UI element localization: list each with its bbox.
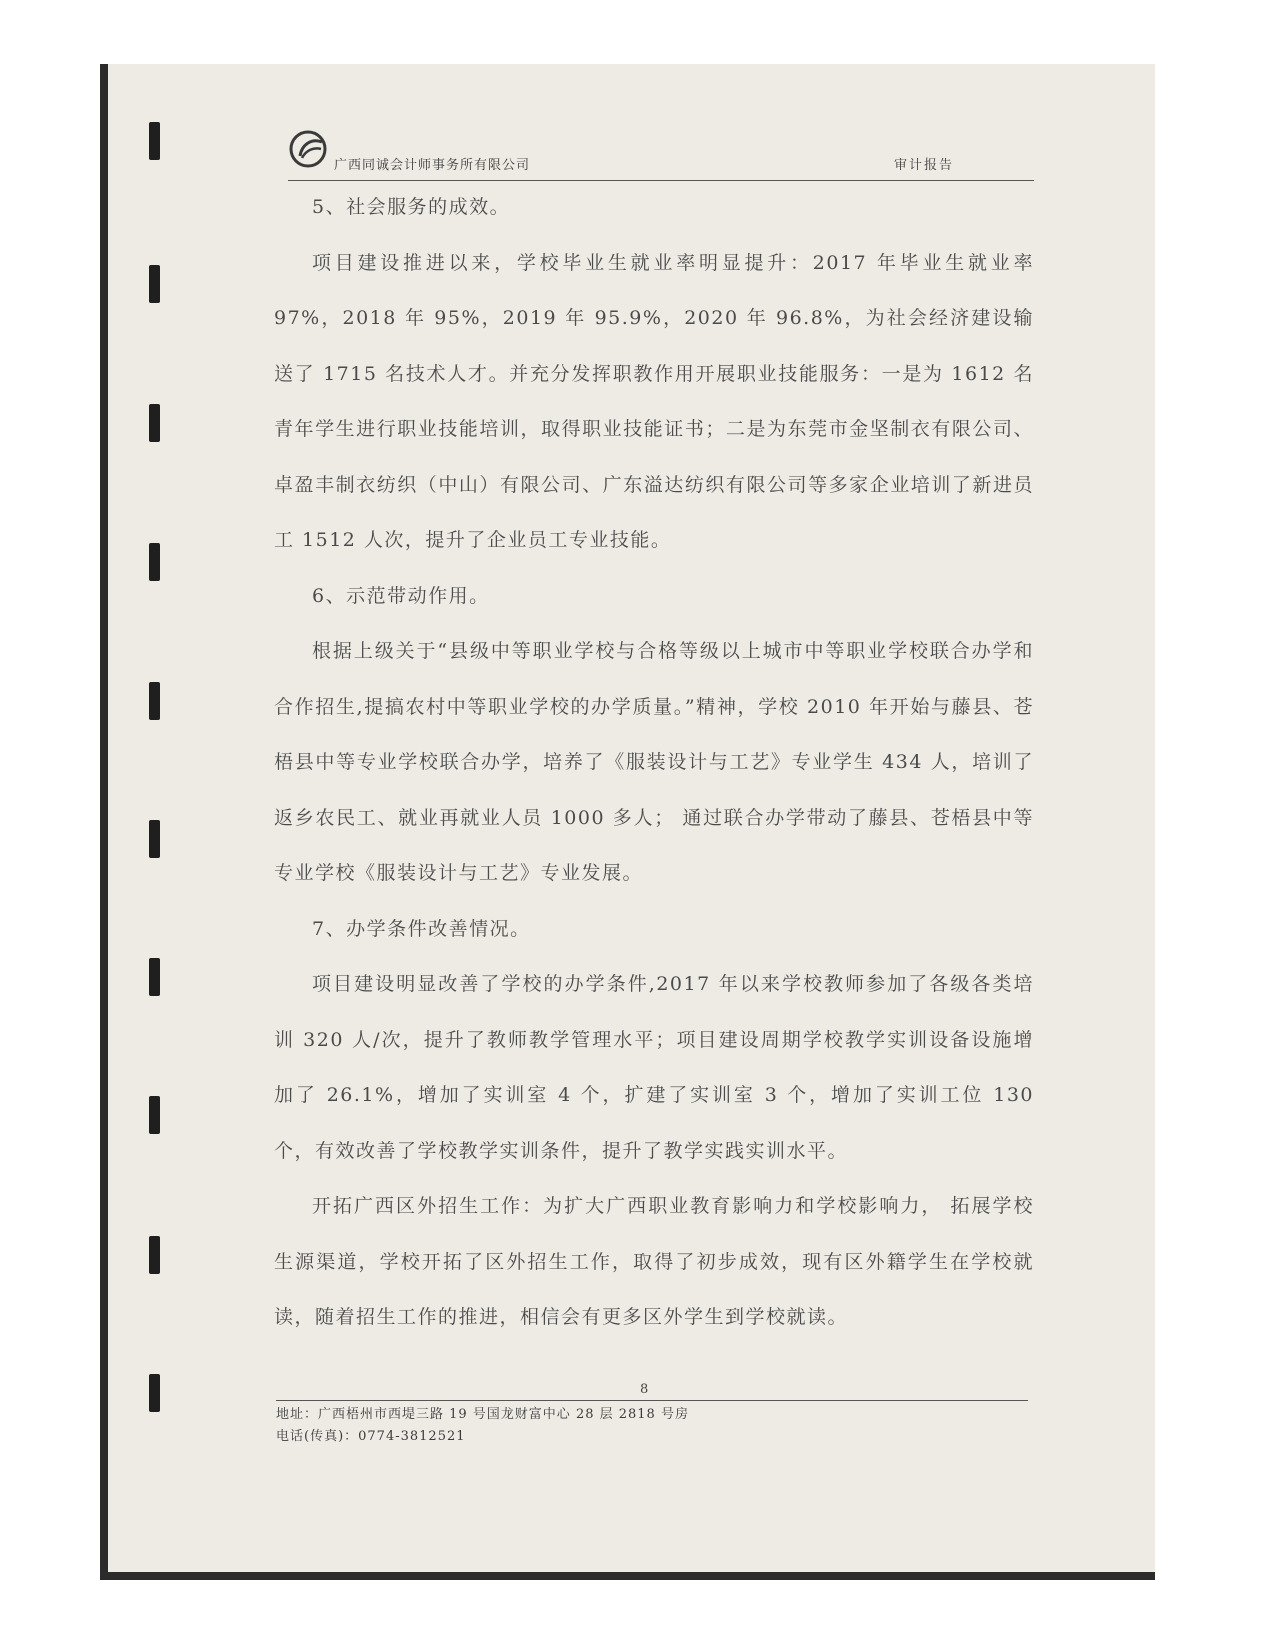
paragraph-enrollment: 开拓广西区外招生工作：为扩大广西职业教育影响力和学校影响力， 拓展学校生源渠道，学校开拓了区外招生工作，取得了初步成效，现有区外籍学生在学校就读，随着招生工作的推进，相信会有更多区外学生到学校就读。 [274, 1195, 1034, 1328]
binding-hole-mark [149, 1374, 160, 1412]
binding-hole-mark [149, 543, 160, 581]
binding-hole-mark [149, 958, 160, 996]
section-heading-social-service: 5、社会服务的成效。 [312, 196, 511, 218]
page-number: 8 [640, 1382, 649, 1397]
body-text [274, 180, 1034, 1346]
binding-hole-mark [149, 265, 160, 303]
binding-hole-mark [149, 1096, 160, 1134]
page-header [288, 128, 1034, 181]
binding-hole-mark [149, 122, 160, 160]
binding-hole-mark [149, 404, 160, 442]
binding-hole-mark [149, 682, 160, 720]
footer-phone: 电话(传真)：0774-3812521 [276, 1429, 466, 1444]
paragraph-conditions: 项目建设明显改善了学校的办学条件,2017 年以来学校教师参加了各级各类培训 320 人/次，提升了教师教学管理水平；项目建设周期学校教学实训设备设施增加了 26.1%，增加了实训室 4 个，扩建了实训室 3 个，增加了实训工位 130 个，有效改善了学校教学实训条件，提升了教学实践实训水平。 [274, 973, 1034, 1162]
paragraph-employment: 项目建设推进以来，学校毕业生就业率明显提升：2017 年毕业生就业率 97%，2018 年 95%，2019 年 95.9%，2020 年 96.8%，为社会经济建设输送了 1715 名技术人才。并充分发挥职教作用开展职业技能服务：一是为 1612 名青年学生进行职业技能培训，取得职业技能证书；二是为东莞市金坚制衣有限公司、卓盈丰制衣纺织（中山）有限公司、广东溢达纺织有限公司等多家企业培训了新进员工 1512 人次，提升了企业员工专业技能。 [274, 251, 1034, 551]
section-heading-demonstration: 6、示范带动作用。 [312, 584, 490, 607]
report-type: 审计报告 [893, 158, 954, 173]
paragraph-joint-schooling: 根据上级关于“县级中等职业学校与合格等级以上城市中等职业学校联合办学和合作招生,提搞农村中等职业学校的办学质量。”精神，学校 2010 年开始与藤县、苍梧县中等专业学校联合办学，培养了《服装设计与工艺》专业学生 434 人，培训了返乡农民工、就业再就业人员 1000 多人； 通过联合办学带动了藤县、苍梧县中等专业学校《服装设计与工艺》专业发展。 [274, 640, 1034, 884]
page-footer [276, 1404, 689, 1448]
binding-hole-mark [149, 820, 160, 858]
firm-name: 广西同诚会计师事务所有限公司 [334, 158, 531, 173]
footer-address: 地址：广西梧州市西堤三路 19 号国龙财富中心 28 层 2818 号房 [276, 1407, 689, 1422]
firm-logo-icon [288, 128, 330, 170]
footer-divider [276, 1400, 1028, 1401]
section-heading-conditions: 7、办学条件改善情况。 [312, 917, 531, 940]
binding-hole-mark [149, 1236, 160, 1274]
